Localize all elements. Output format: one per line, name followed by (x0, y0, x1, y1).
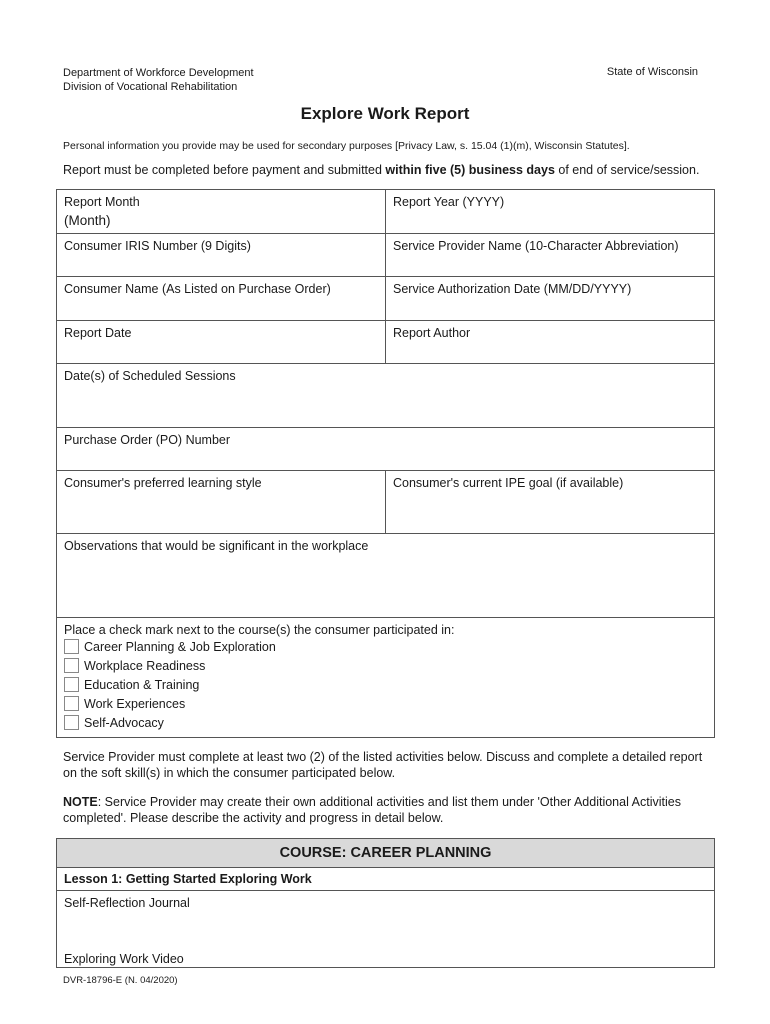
purchase-order-label: Purchase Order (PO) Number (64, 433, 231, 447)
purchase-order-field[interactable] (57, 428, 715, 471)
activity-self-reflection: Self-Reflection Journal (64, 896, 190, 910)
report-month-value[interactable]: (Month) (64, 213, 111, 228)
course-option[interactable] (64, 675, 707, 694)
course-option-label: Career Planning & Job Exploration (84, 639, 276, 654)
page-title: Explore Work Report (300, 104, 470, 123)
observations-field[interactable] (57, 534, 715, 618)
consumer-name-label: Consumer Name (As Listed on Purchase Order) (64, 282, 331, 296)
course-table (56, 838, 715, 968)
state-name: State of Wisconsin (606, 66, 698, 78)
observations-label: Observations that would be significant in the workplace (64, 539, 369, 553)
privacy-notice: Personal information you provide may be used for secondary purposes [Privacy Law, s. 15.04 (1)(m), Wisconsin Statutes]. (63, 140, 630, 152)
report-date-field[interactable] (57, 321, 386, 364)
course-option-label: Education & Training (84, 677, 200, 692)
report-author-label: Report Author (393, 326, 471, 340)
note-paragraph (63, 794, 703, 826)
course-option-label: Workplace Readiness (84, 658, 206, 673)
course-option-label: Work Experiences (84, 696, 186, 711)
deadline-text-after: of end of service/session. (554, 163, 700, 177)
authorization-date-field[interactable] (386, 277, 715, 321)
activities-instruction: Service Provider must complete at least two (2) of the listed activities below. Discuss and complete a detailed report on the soft skill(s) in which the consumer participated below. (63, 750, 703, 780)
checkbox[interactable] (64, 658, 79, 673)
courses-checklist (57, 618, 715, 738)
report-month-field[interactable] (57, 190, 386, 234)
report-year-label: Report Year (YYYY) (393, 195, 505, 209)
learning-style-field[interactable] (57, 471, 386, 534)
service-provider-label: Service Provider Name (10-Character Abbreviation) (393, 239, 679, 253)
course-option[interactable] (64, 637, 707, 656)
department-name: Department of Workforce Development (63, 67, 254, 79)
checkbox[interactable] (64, 677, 79, 692)
checkbox[interactable] (64, 696, 79, 711)
course-option-label: Self-Advocacy (84, 715, 164, 730)
ipe-goal-label: Consumer's current IPE goal (if available) (393, 476, 624, 490)
lesson-activities-field[interactable] (57, 891, 715, 968)
consumer-name-field[interactable] (57, 277, 386, 321)
consumer-iris-field[interactable] (57, 234, 386, 277)
course-heading: COURSE: CAREER PLANNING (57, 839, 715, 868)
activity-exploring-video: Exploring Work Video (64, 952, 184, 966)
agency-header (63, 66, 254, 94)
form-number: DVR-18796-E (N. 04/2020) (63, 975, 178, 986)
division-name: Division of Vocational Rehabilitation (63, 81, 238, 93)
consumer-iris-label: Consumer IRIS Number (9 Digits) (64, 239, 251, 253)
checkbox[interactable] (64, 639, 79, 654)
checkbox[interactable] (64, 715, 79, 730)
scheduled-sessions-field[interactable] (57, 364, 715, 428)
note-text: : Service Provider may create their own additional activities and list them under 'Other Additional Activities completed'. Please describe the activity and progress in detail below. (63, 795, 681, 825)
service-provider-field[interactable] (386, 234, 715, 277)
lesson-heading: Lesson 1: Getting Started Exploring Work (57, 868, 715, 891)
report-month-label: Report Month (64, 195, 140, 209)
deadline-text-before: Report must be completed before payment and submitted (63, 163, 386, 177)
deadline-text-bold: within five (5) business days (385, 163, 555, 177)
course-option[interactable] (64, 694, 707, 713)
learning-style-label: Consumer's preferred learning style (64, 476, 262, 490)
report-author-field[interactable] (386, 321, 715, 364)
scheduled-sessions-label: Date(s) of Scheduled Sessions (64, 369, 236, 383)
course-option[interactable] (64, 656, 707, 675)
courses-instruction: Place a check mark next to the course(s) the consumer participated in: (64, 623, 455, 637)
deadline-notice (63, 163, 699, 177)
ipe-goal-field[interactable] (386, 471, 715, 534)
authorization-date-label: Service Authorization Date (MM/DD/YYYY) (393, 282, 632, 296)
report-form-table (56, 189, 715, 738)
course-option[interactable] (64, 713, 707, 732)
note-label: NOTE (63, 795, 98, 809)
report-date-label: Report Date (64, 326, 132, 340)
report-year-field[interactable] (386, 190, 715, 234)
